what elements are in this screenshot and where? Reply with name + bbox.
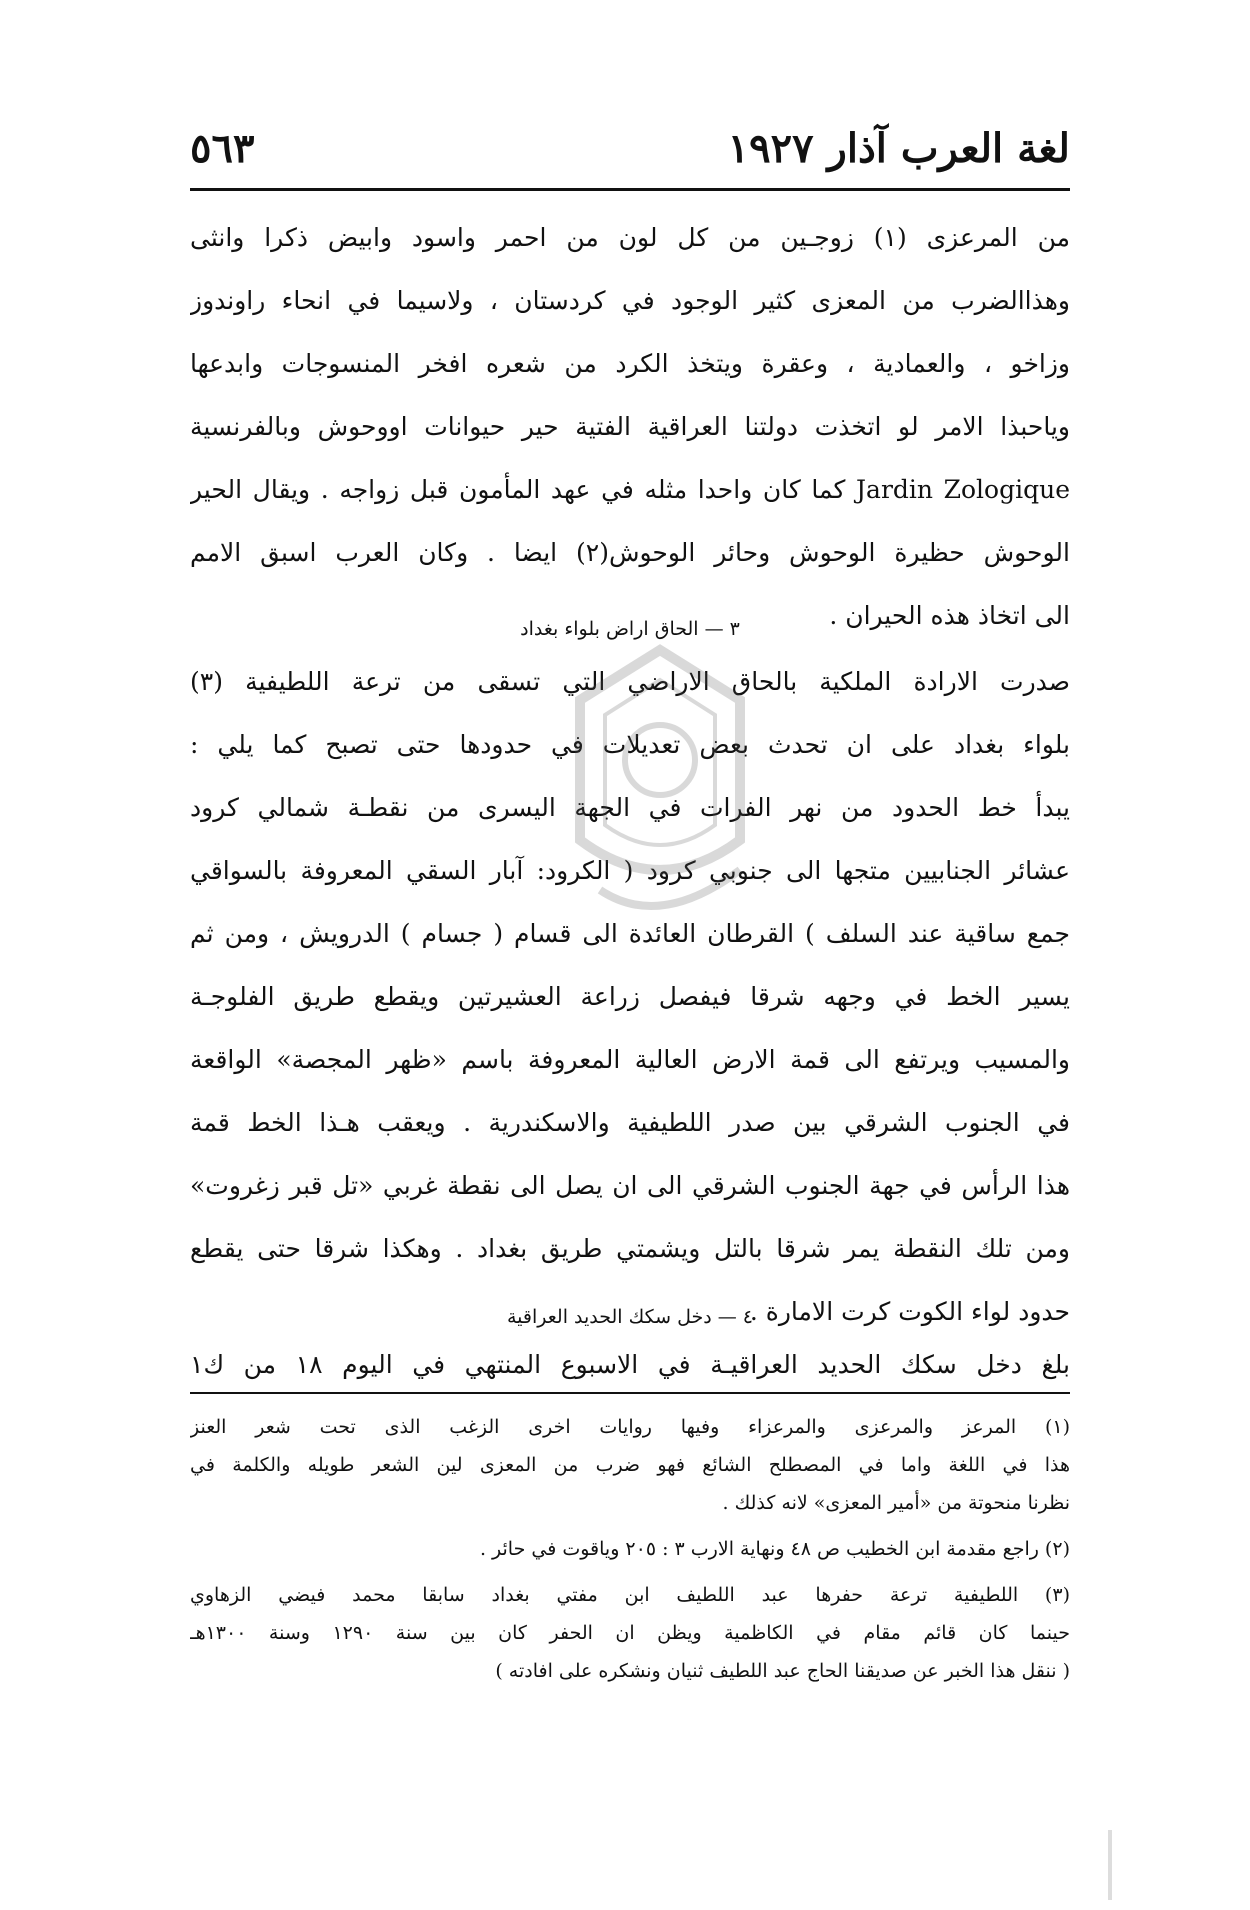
library-seal-watermark-icon xyxy=(540,640,780,940)
section-heading: ٤ — دخل سكك الحديد العراقية xyxy=(506,1306,753,1328)
text-line: عشائر الجنابيين متجها الى جنوبي كرود ( الكرود: آبار السقي المعروفة بالسواقي xyxy=(190,856,1070,885)
header-rule xyxy=(190,188,1070,191)
footnote-line: هذا في اللغة واما في المصطلح الشائع فهو ضرب من المعزى لين الشعر طويله والكلمة في xyxy=(190,1454,1070,1476)
footnote-line: (١) المرعز والمرعزى والمرعزاء وفيها روايات اخرى الزغب الذى تحت شعر العنز xyxy=(190,1416,1070,1438)
text-line: في الجنوب الشرقي بين صدر اللطيفية والاسكندرية . ويعقب هـذا الخط قمة xyxy=(190,1108,1070,1137)
text-line: الى اتخاذ هذه الحيران . xyxy=(829,601,1070,630)
paragraph-goats xyxy=(190,206,1070,647)
text-line: وزاخو ، والعمادية ، وعقرة ويتخذ الكرد من شعره افخر المنسوجات وابدعها xyxy=(190,349,1070,378)
text-line: بلغ دخل سكك الحديد العراقيـة في الاسبوع المنتهي في اليوم ١٨ من ك١ xyxy=(190,1338,1070,1394)
journal-title: لغة العرب آذار ١٩٢٧ xyxy=(727,124,1070,172)
footnote-line: (٣) اللطيفية ترعة حفرها عبد اللطيف ابن مفتي بغداد سابقا محمد فيضي الزهاوي xyxy=(190,1584,1070,1606)
text-line: يسير الخط في وجهه شرقا فيفصل زراعة العشيرتين ويقطع طريق الفلوجـة xyxy=(190,982,1070,1011)
footnote-line: حينما كان قائم مقام في الكاظمية ويظن ان الحفر كان بين سنة ١٢٩٠ وسنة ١٣٠٠هـ xyxy=(190,1622,1070,1644)
text-line: بلواء بغداد على ان تحدث بعض تعديلات في حدودها حتى تصبح كما يلي : xyxy=(190,730,1070,759)
text-line: ومن تلك النقطة يمر شرقا بالتل ويشمتي طريق بغداد . وهكذا شرقا حتى يقطع xyxy=(190,1234,1070,1263)
seal-graphic xyxy=(540,640,780,940)
running-header xyxy=(190,118,1070,178)
text-line: حدود لواء الكوت كرت الامارة . xyxy=(749,1297,1070,1326)
footnote-line: نظرنا منحوتة من «أمير المعزى» لانه كذلك . xyxy=(722,1492,1070,1514)
text-line: والمسيب ويرتفع الى قمة الارض العالية المعروفة باسم «ظهر المجصة» الواقعة xyxy=(190,1045,1070,1074)
scan-edge-mark xyxy=(1108,1830,1112,1900)
text-line: صدرت الارادة الملكية بالحاق الاراضي التي تسقى من ترعة اللطيفية (٣) xyxy=(190,667,1070,696)
footnotes xyxy=(190,1408,1070,1690)
text-line: من المرعزى (١) زوجـين من كل لون من احمر واسود وابيض ذكرا وانثى xyxy=(190,223,1070,252)
text-line: يبدأ خط الحدود من نهر الفرات في الجهة اليسرى من نقطـة شمالي كرود xyxy=(190,793,1070,822)
text-line: هذا الرأس في جهة الجنوب الشرقي الى ان يصل الى نقطة غربي «تل قبر زغروت» xyxy=(190,1171,1070,1200)
text-line: Jardin Zologique كما كان واحدا مثله في عهد المأمون قبل زواجه . ويقال الحير xyxy=(190,475,1070,504)
footnote-line: ( ننقل هذا الخبر عن صديقنا الحاج عبد اللطيف ثنيان ونشكره على افادته ) xyxy=(495,1660,1070,1682)
text-line: وياحبذا الامر لو اتخذت دولتنا العراقية الفتية حير حيوانات اووحوش وبالفرنسية xyxy=(190,412,1070,441)
section-heading: ٣ — الحاق اراض بلواء بغداد xyxy=(520,618,740,640)
page-number: ٥٦٣ xyxy=(190,124,255,172)
text-line: وهذاالضرب من المعزى كثير الوجود في كردستان ، ولاسيما في انحاء راوندوز xyxy=(190,286,1070,315)
footnote-line: (٢) راجع مقدمة ابن الخطيب ص ٤٨ ونهاية الارب ٣ : ٢٠٥ وياقوت في حائر . xyxy=(479,1538,1070,1560)
section-4-body xyxy=(190,1338,1070,1394)
text-line: جمع ساقية عند السلف ) القرطان العائدة الى قسام ( جسام ) الدرويش ، ومن ثم xyxy=(190,919,1070,948)
text-line: الوحوش حظيرة الوحوش وحائر الوحوش(٢) ايضا . وكان العرب اسبق الامم xyxy=(190,538,1070,567)
